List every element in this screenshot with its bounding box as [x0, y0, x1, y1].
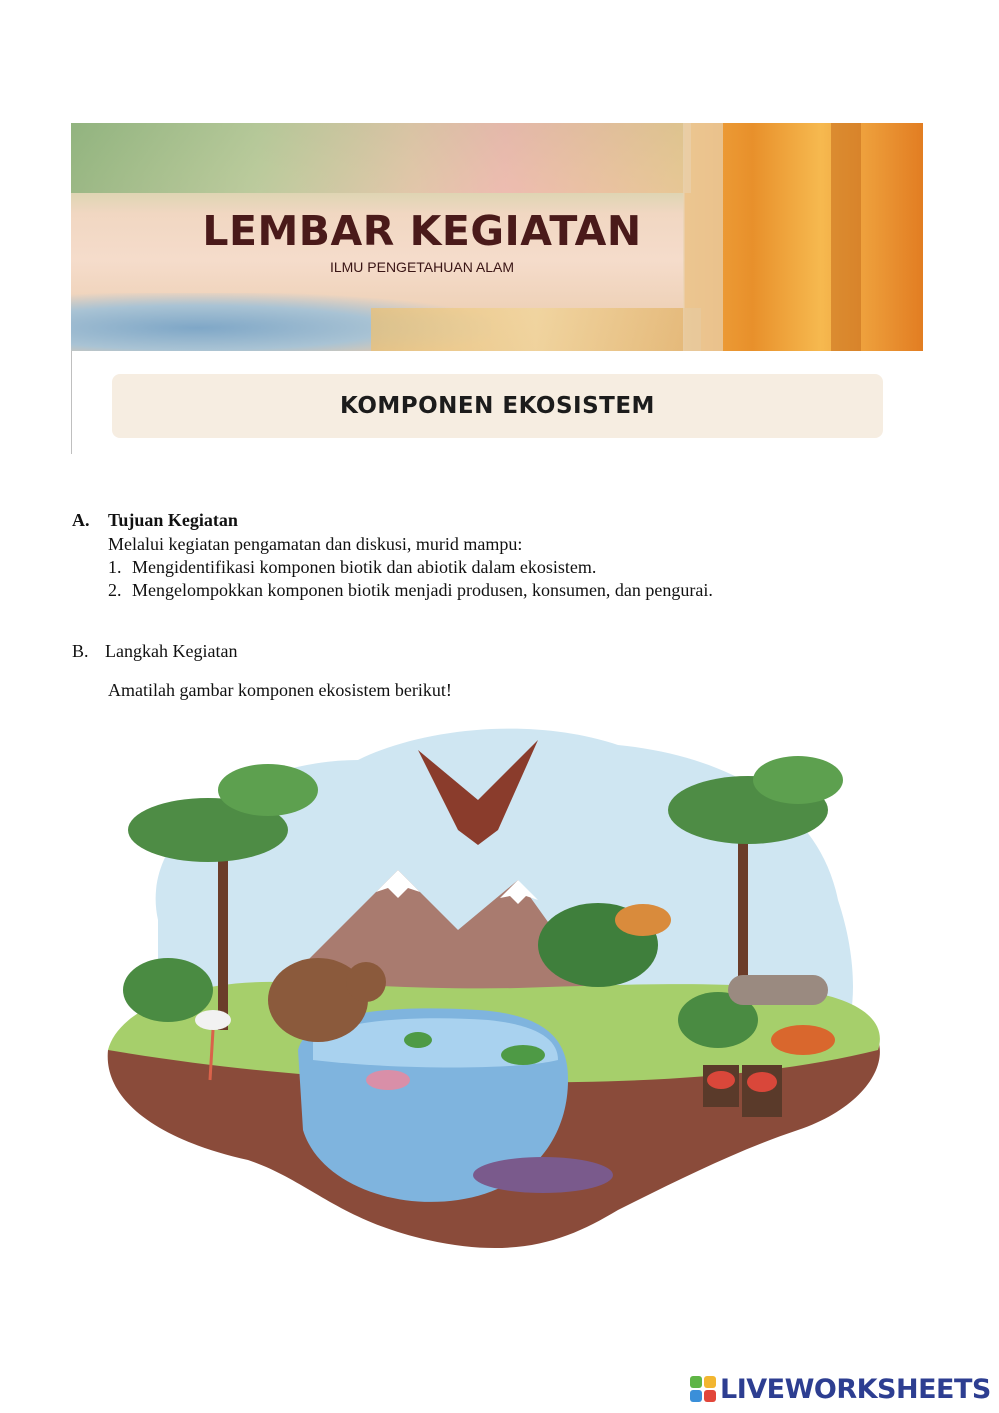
bush	[123, 958, 213, 1022]
section-b-marker: B.	[72, 641, 89, 661]
lily-pad	[501, 1045, 545, 1065]
fish	[366, 1070, 410, 1090]
ecosystem-illustration	[98, 720, 888, 1280]
mushroom	[707, 1071, 735, 1089]
section-a-heading: Tujuan Kegiatan	[108, 510, 238, 530]
list-item-number: 1.	[108, 557, 122, 577]
banner-paint-stroke	[71, 123, 691, 193]
bear-head	[346, 962, 386, 1002]
tree-canopy	[218, 764, 318, 816]
footer-brand	[690, 1372, 991, 1406]
liveworksheets-logo-icon	[690, 1376, 716, 1402]
banner-paint-stroke	[371, 308, 701, 351]
section-b-instruction: Amatilah gambar komponen ekosistem berikut!	[108, 680, 452, 700]
section-b-heading: Langkah Kegiatan	[105, 641, 238, 661]
list-item: Mengelompokkan komponen biotik menjadi produsen, konsumen, dan pengurai.	[132, 580, 713, 600]
log	[728, 975, 828, 1005]
stork	[195, 1010, 231, 1030]
fox	[771, 1025, 835, 1055]
mushroom	[747, 1072, 777, 1092]
tree-trunk	[218, 850, 228, 1030]
brand-name: LIVEWORKSHEETS	[720, 1373, 991, 1405]
deer	[615, 904, 671, 936]
tree-canopy	[753, 756, 843, 804]
header-banner	[71, 123, 923, 351]
banner-title: LEMBAR KEGIATAN	[202, 207, 642, 255]
section-a-marker: A.	[72, 510, 90, 530]
section-a-intro: Melalui kegiatan pengamatan dan diskusi, murid mampu:	[108, 534, 523, 554]
divider	[71, 351, 72, 454]
fish	[473, 1157, 613, 1193]
list-item: Mengidentifikasi komponen biotik dan abiotik dalam ekosistem.	[132, 557, 597, 577]
topic-box	[112, 374, 883, 438]
topic-title: KOMPONEN EKOSISTEM	[340, 393, 655, 419]
lily-pad	[404, 1032, 432, 1048]
list-item-number: 2.	[108, 580, 122, 600]
banner-subtitle: ILMU PENGETAHUAN ALAM	[329, 259, 515, 275]
